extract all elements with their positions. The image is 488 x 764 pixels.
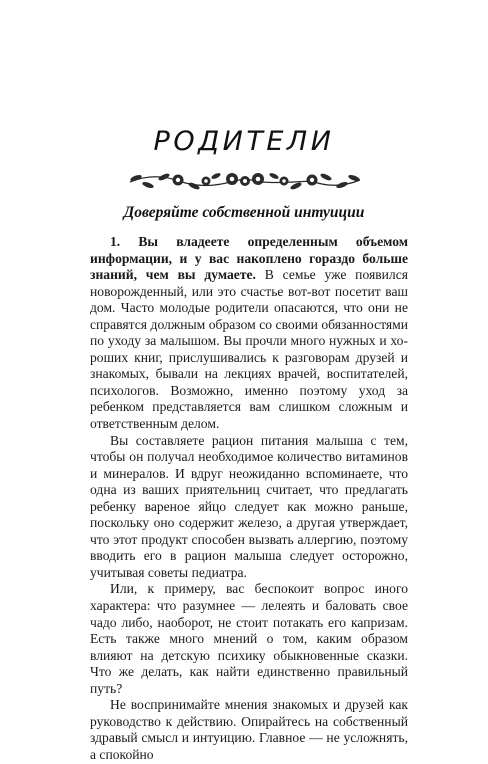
paragraph-3 <box>90 581 408 697</box>
paragraph-1-text: В семье уже появился новорожденный, или это счастье вот-вот посетит ваш дом. Часто молодые родители опасаются, что они не справятся должным образом со своими обязанностями по уходу за малышом. Вы прочли много нужных и хороших книг, прислушивались к разговорам друзей и знакомых, бывали на лекциях врачей, воспитателей, психологов. Возможно, именно поэтому уход за ребенком представляется вам слишком сложным и ответственным делом. <box>90 267 409 432</box>
paragraph-2-text: Вы составляете рацион питания малыша с тем, чтобы он получал необходимое количество витаминов и минералов. И вдруг неожиданно вспоминаете, что одна из ваших приятельниц считает, что предлагать ребенку вареное яйцо следует как можно раньше, поскольку оно содержит железо, а другая утверждает, что этот продукт способен вызвать аллергию, поэтому вводить его в рацион малыша следует осторожно, учитывая советы педиатра. <box>90 432 408 580</box>
paragraph-3-text: Или, к примеру, вас беспокоит вопрос иного характера: что разумнее — лелеять и баловать свое чадо либо, наоборот, не стоит потакать его капризам. Есть также много мнений о том, каким образом влияют на детскую психику обыкновенные сказки. Что же делать, как найти единственно правильный путь? <box>90 581 408 696</box>
floral-ornament-icon <box>124 166 366 196</box>
section-heading: Доверяйте собственной интуиции <box>123 204 365 221</box>
paragraph-1-lead: 1. Вы владеете определенным объемом информации, и у вас накоплено гораздо больше знаний, чем вы думаете. <box>90 234 408 283</box>
paragraph-4-text: Не воспринимайте мнения знакомых и друзей как руководство к действию. Опирайтесь на собственный здравый смысл и интуицию. Главное — не усложнять, а спокойно <box>90 697 408 762</box>
paragraph-2 <box>90 433 408 582</box>
paragraph-4 <box>90 697 408 763</box>
chapter-title: РОДИТЕЛИ <box>153 126 335 157</box>
paragraph-1 <box>90 234 408 433</box>
body-text <box>90 234 408 764</box>
